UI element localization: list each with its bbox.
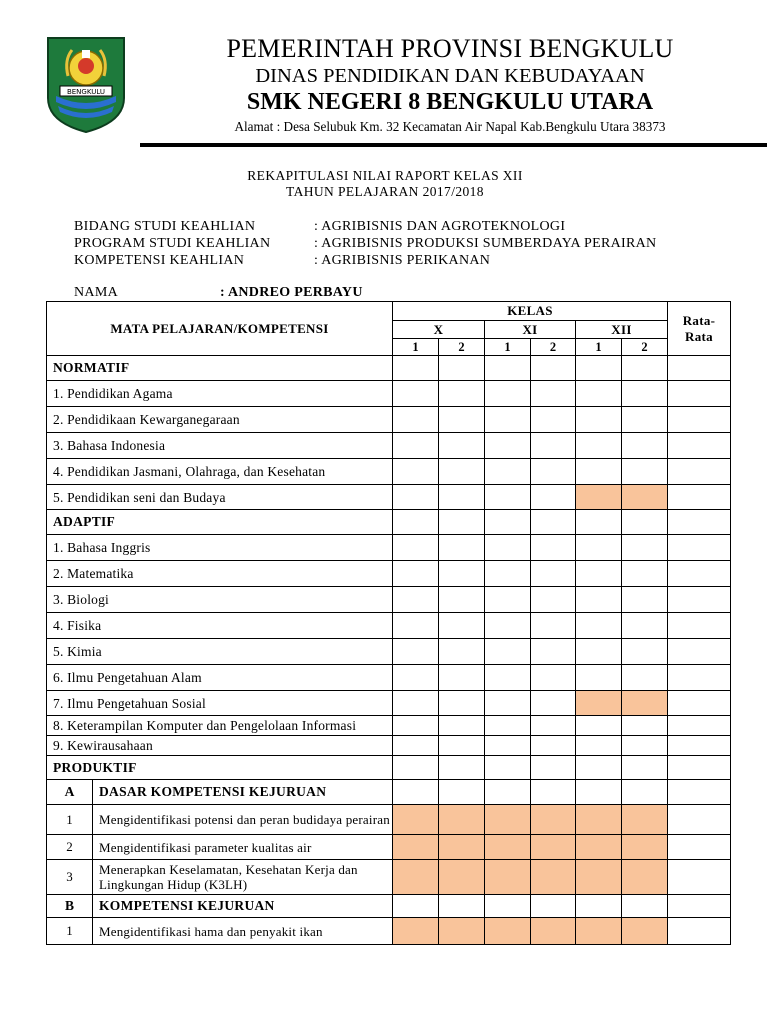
grade-cell[interactable] xyxy=(393,510,439,535)
grade-cell[interactable] xyxy=(576,716,622,736)
grade-cell[interactable] xyxy=(622,407,668,433)
grade-cell[interactable] xyxy=(393,691,439,716)
table-row xyxy=(47,665,731,691)
group-title: DASAR KOMPETENSI KEJURUAN xyxy=(93,780,393,805)
grade-cell[interactable] xyxy=(393,407,439,433)
grade-cell[interactable] xyxy=(576,835,622,860)
average-column-header: Rata- Rata xyxy=(668,302,731,356)
grade-cell[interactable] xyxy=(622,587,668,613)
grade-cell[interactable] xyxy=(622,561,668,587)
grade-cell[interactable] xyxy=(531,780,576,805)
grade-cell[interactable] xyxy=(622,716,668,736)
grade-cell[interactable] xyxy=(485,433,531,459)
grade-cell[interactable] xyxy=(622,895,668,918)
grade-cell[interactable] xyxy=(531,561,576,587)
grade-cell[interactable] xyxy=(576,805,622,835)
grade-cell[interactable] xyxy=(531,587,576,613)
grade-cell[interactable] xyxy=(531,756,576,780)
info-label: BIDANG STUDI KEAHLIAN xyxy=(74,219,256,234)
average-cell[interactable] xyxy=(668,780,731,805)
grade-cell[interactable] xyxy=(393,736,439,756)
table-row xyxy=(47,561,731,587)
semester-header: 2 xyxy=(622,339,668,356)
grade-cell[interactable] xyxy=(622,485,668,510)
grade-cell[interactable] xyxy=(485,613,531,639)
grade-cell[interactable] xyxy=(439,665,485,691)
grade-cell[interactable] xyxy=(393,716,439,736)
average-cell[interactable] xyxy=(668,613,731,639)
section-row xyxy=(47,356,731,381)
grade-cell[interactable] xyxy=(485,860,531,895)
competency-name: Mengidentifikasi parameter kualitas air xyxy=(93,835,393,860)
grade-cell[interactable] xyxy=(531,407,576,433)
grade-cell[interactable] xyxy=(622,805,668,835)
grade-cell[interactable] xyxy=(439,356,485,381)
group-index: A xyxy=(47,780,93,805)
grade-cell[interactable] xyxy=(576,860,622,895)
average-cell[interactable] xyxy=(668,756,731,780)
grade-cell[interactable] xyxy=(576,918,622,945)
school-address: Alamat : Desa Selubuk Km. 32 Kecamatan Air Napal Kab.Bengkulu Utara 38373 xyxy=(234,119,666,134)
grade-cell[interactable] xyxy=(439,459,485,485)
group-title: KOMPETENSI KEJURUAN xyxy=(93,895,393,918)
subject-name: 5. Kimia xyxy=(47,639,393,665)
svg-text:BENGKULU: BENGKULU xyxy=(66,88,106,96)
grade-cell[interactable] xyxy=(393,780,439,805)
grade-cell[interactable] xyxy=(393,613,439,639)
grade-cell[interactable] xyxy=(439,587,485,613)
average-cell[interactable] xyxy=(668,381,731,407)
grade-cell[interactable] xyxy=(439,639,485,665)
grade-cell[interactable] xyxy=(439,805,485,835)
grade-cell[interactable] xyxy=(485,485,531,510)
grade-cell[interactable] xyxy=(485,918,531,945)
grade-cell[interactable] xyxy=(439,918,485,945)
bengkulu-province-emblem-icon xyxy=(46,36,126,134)
section-title: ADAPTIF xyxy=(47,510,393,535)
grade-cell[interactable] xyxy=(531,860,576,895)
grade-cell[interactable] xyxy=(576,356,622,381)
info-value: : AGRIBISNIS DAN AGROTEKNOLOGI xyxy=(314,219,566,234)
grade-cell[interactable] xyxy=(439,860,485,895)
average-cell[interactable] xyxy=(668,356,731,381)
document-title-line1: REKAPITULASI NILAI RAPORT KELAS XII xyxy=(247,168,523,183)
grade-cell[interactable] xyxy=(439,561,485,587)
grade-cell[interactable] xyxy=(393,381,439,407)
grade-cell[interactable] xyxy=(485,561,531,587)
school-name: SMK NEGERI 8 BENGKULU UTARA xyxy=(246,89,654,115)
grade-cell[interactable] xyxy=(485,587,531,613)
grade-cell[interactable] xyxy=(439,756,485,780)
grade-cell[interactable] xyxy=(485,459,531,485)
grade-cell[interactable] xyxy=(531,639,576,665)
grade-cell[interactable] xyxy=(622,860,668,895)
group-row xyxy=(47,895,731,918)
average-cell[interactable] xyxy=(668,459,731,485)
grade-cell[interactable] xyxy=(576,895,622,918)
semester-header: 1 xyxy=(576,339,622,356)
grade-cell[interactable] xyxy=(485,510,531,535)
grade-cell[interactable] xyxy=(393,895,439,918)
grade-cell[interactable] xyxy=(576,459,622,485)
grade-cell[interactable] xyxy=(439,780,485,805)
grade-cell[interactable] xyxy=(576,780,622,805)
government-name: PEMERINTAH PROVINSI BENGKULU xyxy=(226,34,674,63)
student-name-row xyxy=(74,285,363,301)
letterhead-rule xyxy=(140,143,767,147)
grade-cell[interactable] xyxy=(576,433,622,459)
grade-cell[interactable] xyxy=(393,535,439,561)
table-row xyxy=(47,485,731,510)
table-row xyxy=(47,736,731,756)
grade-cell[interactable] xyxy=(485,356,531,381)
subject-name: 1. Pendidikan Agama xyxy=(47,381,393,407)
table-row xyxy=(47,433,731,459)
grade-cell[interactable] xyxy=(622,459,668,485)
average-cell[interactable] xyxy=(668,587,731,613)
average-cell[interactable] xyxy=(668,691,731,716)
subject-name: 3. Bahasa Indonesia xyxy=(47,433,393,459)
grade-cell[interactable] xyxy=(531,459,576,485)
letterhead xyxy=(140,34,760,136)
competency-index: 1 xyxy=(47,805,93,835)
table-row xyxy=(47,639,731,665)
average-cell[interactable] xyxy=(668,639,731,665)
subject-name: 6. Ilmu Pengetahuan Alam xyxy=(47,665,393,691)
table-row xyxy=(47,587,731,613)
average-cell[interactable] xyxy=(668,535,731,561)
grade-cell[interactable] xyxy=(622,613,668,639)
grade-cell[interactable] xyxy=(393,918,439,945)
subject-name: 4. Pendidikan Jasmani, Olahraga, dan Kesehatan xyxy=(47,459,393,485)
grade-cell[interactable] xyxy=(485,716,531,736)
grade-cell[interactable] xyxy=(393,587,439,613)
grade-cell[interactable] xyxy=(393,756,439,780)
table-row xyxy=(47,835,731,860)
grade-cell[interactable] xyxy=(485,780,531,805)
average-cell[interactable] xyxy=(668,510,731,535)
grade-cell[interactable] xyxy=(485,736,531,756)
grade-cell[interactable] xyxy=(531,895,576,918)
grade-cell[interactable] xyxy=(439,381,485,407)
grade-cell[interactable] xyxy=(531,433,576,459)
grade-cell[interactable] xyxy=(576,639,622,665)
subject-name: 3. Biologi xyxy=(47,587,393,613)
grade-cell[interactable] xyxy=(485,805,531,835)
document-title-line2: TAHUN PELAJARAN 2017/2018 xyxy=(286,184,484,199)
info-label: PROGRAM STUDI KEAHLIAN xyxy=(74,236,271,251)
grade-cell[interactable] xyxy=(393,459,439,485)
grade-cell[interactable] xyxy=(439,613,485,639)
competency-index: 1 xyxy=(47,918,93,945)
section-row xyxy=(47,510,731,535)
grade-cell[interactable] xyxy=(393,639,439,665)
grades-table xyxy=(46,301,731,945)
grade-cell[interactable] xyxy=(622,356,668,381)
grade-cell[interactable] xyxy=(531,485,576,510)
grade-cell[interactable] xyxy=(393,561,439,587)
grade-cell[interactable] xyxy=(439,535,485,561)
grade-cell[interactable] xyxy=(439,407,485,433)
grade-cell[interactable] xyxy=(485,895,531,918)
table-row xyxy=(47,459,731,485)
grade-cell[interactable] xyxy=(576,535,622,561)
grade-cell[interactable] xyxy=(622,756,668,780)
grade-cell[interactable] xyxy=(576,665,622,691)
grade-cell[interactable] xyxy=(439,835,485,860)
section-row xyxy=(47,756,731,780)
grade-cell[interactable] xyxy=(622,433,668,459)
grade-cell[interactable] xyxy=(622,665,668,691)
table-row xyxy=(47,381,731,407)
average-cell[interactable] xyxy=(668,561,731,587)
grade-cell[interactable] xyxy=(439,510,485,535)
grade-cell[interactable] xyxy=(622,736,668,756)
grade-cell[interactable] xyxy=(485,639,531,665)
grade-cell[interactable] xyxy=(622,510,668,535)
average-cell[interactable] xyxy=(668,860,731,895)
subject-name: 7. Ilmu Pengetahuan Sosial xyxy=(47,691,393,716)
table-row xyxy=(47,860,731,895)
department-name: DINAS PENDIDIKAN DAN KEBUDAYAAN xyxy=(255,65,645,87)
info-label: KOMPETENSI KEAHLIAN xyxy=(74,253,245,268)
grade-cell[interactable] xyxy=(531,535,576,561)
grade-cell[interactable] xyxy=(393,485,439,510)
subject-column-header: MATA PELAJARAN/KOMPETENSI xyxy=(47,302,393,356)
grade-cell[interactable] xyxy=(485,407,531,433)
subject-name: 8. Keterampilan Komputer dan Pengelolaan Informasi xyxy=(47,716,393,736)
table-row xyxy=(47,691,731,716)
average-cell[interactable] xyxy=(668,918,731,945)
header-row xyxy=(47,302,731,321)
competency-name: Mengidentifikasi hama dan penyakit ikan xyxy=(93,918,393,945)
semester-header: 2 xyxy=(439,339,485,356)
average-cell[interactable] xyxy=(668,716,731,736)
grade-cell[interactable] xyxy=(531,918,576,945)
average-cell[interactable] xyxy=(668,895,731,918)
subject-name: 5. Pendidikan seni dan Budaya xyxy=(47,485,393,510)
grade-cell[interactable] xyxy=(393,860,439,895)
grade-cell[interactable] xyxy=(439,716,485,736)
section-title: PRODUKTIF xyxy=(47,756,393,780)
average-cell[interactable] xyxy=(668,485,731,510)
grade-cell[interactable] xyxy=(576,587,622,613)
grade-cell[interactable] xyxy=(531,736,576,756)
grade-cell[interactable] xyxy=(531,805,576,835)
grade-cell[interactable] xyxy=(576,510,622,535)
subject-name: 4. Fisika xyxy=(47,613,393,639)
grade-cell[interactable] xyxy=(439,433,485,459)
grade-cell[interactable] xyxy=(531,835,576,860)
grade-cell[interactable] xyxy=(485,381,531,407)
group-row xyxy=(47,780,731,805)
table-row xyxy=(47,613,731,639)
grade-cell[interactable] xyxy=(576,561,622,587)
kelas-column-header: KELAS xyxy=(393,302,668,321)
grade-cell[interactable] xyxy=(531,716,576,736)
average-cell[interactable] xyxy=(668,407,731,433)
grade-cell[interactable] xyxy=(485,756,531,780)
group-index: B xyxy=(47,895,93,918)
grade-cell[interactable] xyxy=(531,613,576,639)
competency-name: Mengidentifikasi potensi dan peran budidaya perairan xyxy=(93,805,393,835)
grade-cell[interactable] xyxy=(531,381,576,407)
grade-cell[interactable] xyxy=(439,691,485,716)
semester-header: 1 xyxy=(393,339,439,356)
average-cell[interactable] xyxy=(668,805,731,835)
grade-cell[interactable] xyxy=(393,805,439,835)
grade-cell[interactable] xyxy=(531,665,576,691)
student-name-label: NAMA xyxy=(74,285,118,300)
grade-cell[interactable] xyxy=(531,691,576,716)
grade-cell[interactable] xyxy=(393,433,439,459)
document-title xyxy=(160,168,610,200)
grade-cell[interactable] xyxy=(393,835,439,860)
subject-name: 1. Bahasa Inggris xyxy=(47,535,393,561)
subject-name: 2. Matematika xyxy=(47,561,393,587)
grade-cell[interactable] xyxy=(393,665,439,691)
grade-cell[interactable] xyxy=(576,485,622,510)
average-cell[interactable] xyxy=(668,433,731,459)
grade-cell[interactable] xyxy=(576,381,622,407)
average-cell[interactable] xyxy=(668,665,731,691)
competency-name: Menerapkan Keselamatan, Kesehatan Kerja dan Lingkungan Hidup (K3LH) xyxy=(93,860,393,895)
subject-name: 9. Kewirausahaan xyxy=(47,736,393,756)
section-title: NORMATIF xyxy=(47,356,393,381)
table-row xyxy=(47,716,731,736)
subject-name: 2. Pendidikaan Kewarganegaraan xyxy=(47,407,393,433)
grade-cell[interactable] xyxy=(622,381,668,407)
info-value: : AGRIBISNIS PERIKANAN xyxy=(314,253,491,268)
grade-cell[interactable] xyxy=(576,691,622,716)
grade-cell[interactable] xyxy=(622,780,668,805)
grade-cell[interactable] xyxy=(622,535,668,561)
grade-cell[interactable] xyxy=(531,510,576,535)
grade-cell[interactable] xyxy=(485,691,531,716)
grade-cell[interactable] xyxy=(622,691,668,716)
grade-cell[interactable] xyxy=(576,736,622,756)
semester-header: 1 xyxy=(485,339,531,356)
class-header: XI xyxy=(485,321,576,339)
grade-cell[interactable] xyxy=(622,835,668,860)
competency-index: 3 xyxy=(47,860,93,895)
grade-cell[interactable] xyxy=(576,407,622,433)
competency-index: 2 xyxy=(47,835,93,860)
average-cell[interactable] xyxy=(668,835,731,860)
grade-cell[interactable] xyxy=(485,835,531,860)
table-row xyxy=(47,407,731,433)
table-row xyxy=(47,805,731,835)
grade-cell[interactable] xyxy=(439,736,485,756)
grade-cell[interactable] xyxy=(485,665,531,691)
info-value: : AGRIBISNIS PRODUKSI SUMBERDAYA PERAIRAN xyxy=(314,236,657,251)
class-header: XII xyxy=(576,321,668,339)
average-cell[interactable] xyxy=(668,736,731,756)
grade-cell[interactable] xyxy=(393,356,439,381)
student-name-value: : ANDREO PERBAYU xyxy=(220,285,363,300)
grade-cell[interactable] xyxy=(439,485,485,510)
grade-cell[interactable] xyxy=(485,535,531,561)
grade-cell[interactable] xyxy=(531,356,576,381)
grade-cell[interactable] xyxy=(576,613,622,639)
grade-cell[interactable] xyxy=(576,756,622,780)
semester-header: 2 xyxy=(531,339,576,356)
class-header: X xyxy=(393,321,485,339)
table-row xyxy=(47,918,731,945)
grade-cell[interactable] xyxy=(622,918,668,945)
grade-cell[interactable] xyxy=(439,895,485,918)
grade-cell[interactable] xyxy=(622,639,668,665)
table-row xyxy=(47,535,731,561)
